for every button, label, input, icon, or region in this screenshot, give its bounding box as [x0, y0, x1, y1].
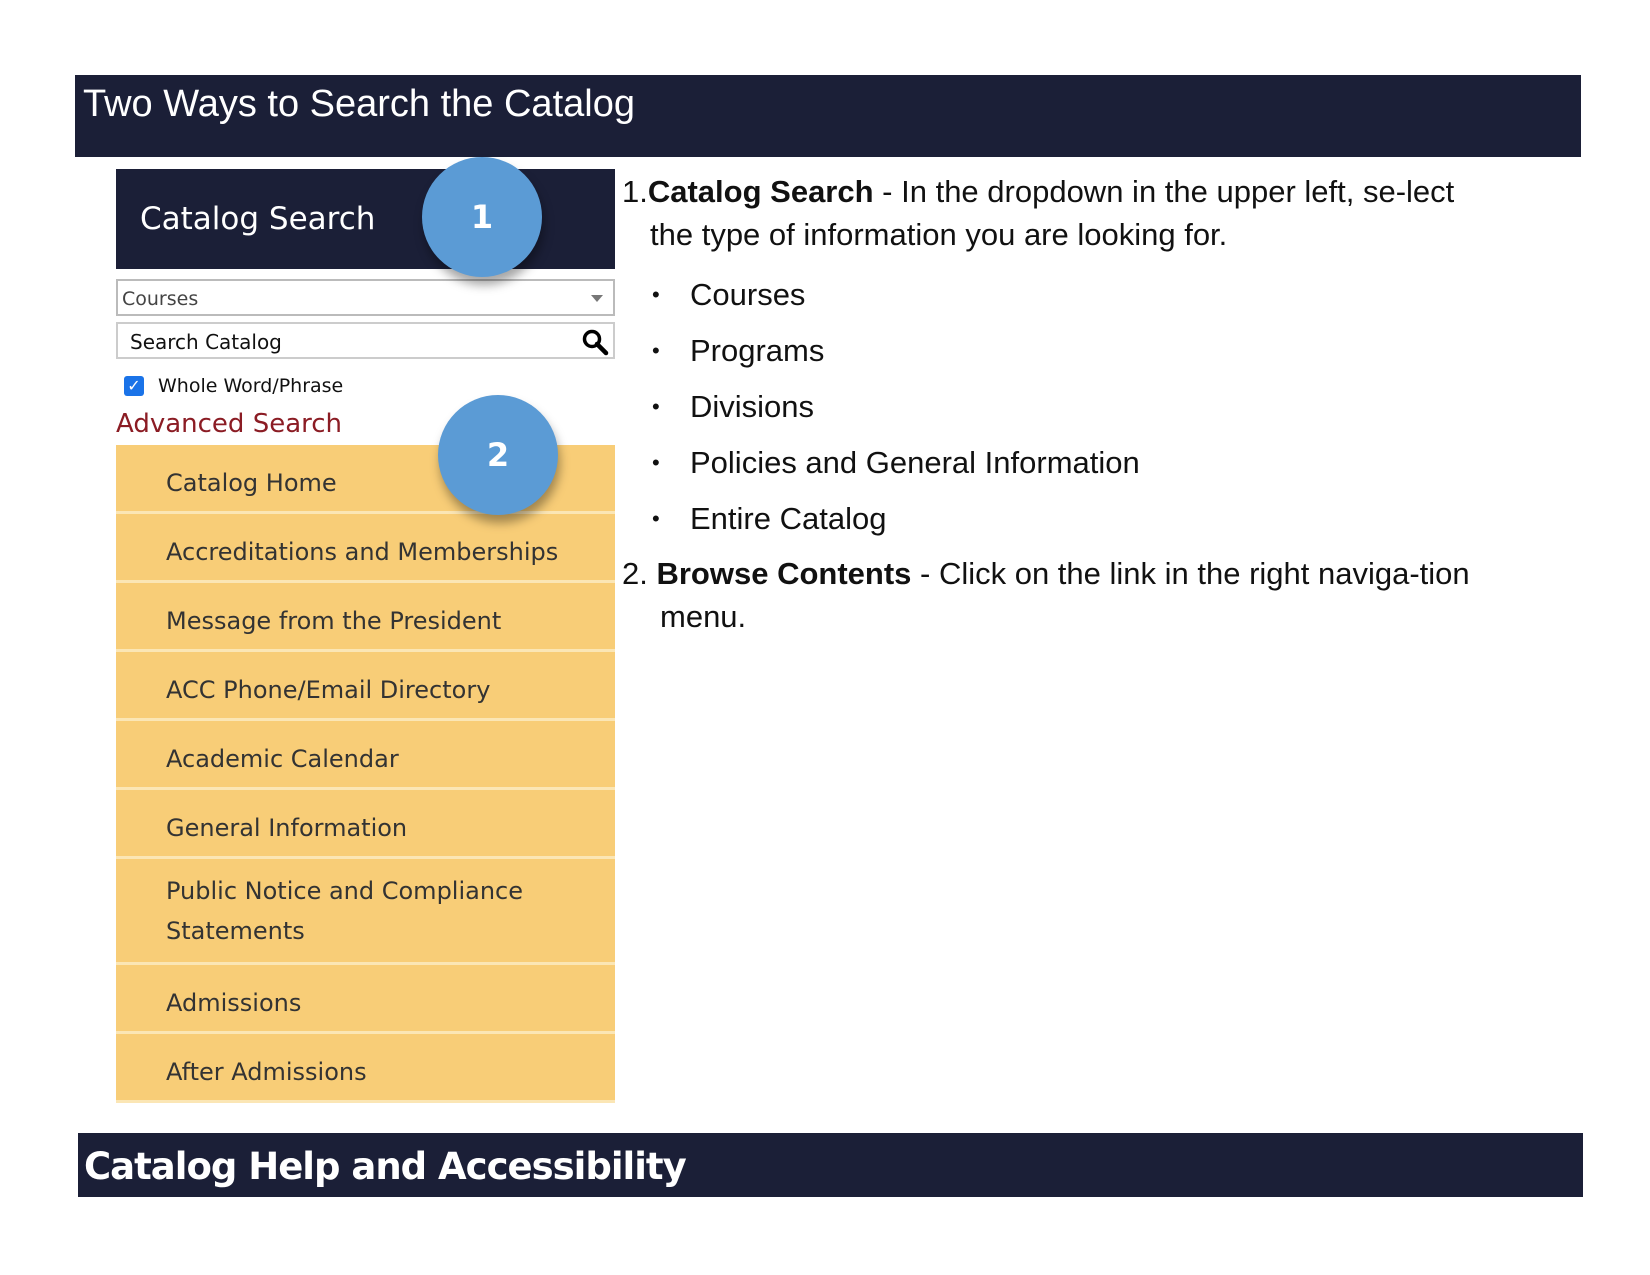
menu-item[interactable]: Academic Calendar [116, 721, 615, 790]
list-item: • Entire Catalog [652, 490, 1502, 546]
navigation-menu [116, 445, 615, 1103]
callout-1: 1 [422, 157, 542, 277]
menu-item[interactable]: General Information [116, 790, 615, 859]
whole-word-label: Whole Word/Phrase [158, 375, 344, 397]
menu-item[interactable]: Accreditations and Memberships [116, 514, 615, 583]
item-number: 1. [622, 174, 648, 209]
list-item: • Courses [652, 266, 1502, 322]
item1-heading: Catalog Search [647, 174, 874, 209]
whole-word-checkbox[interactable]: ✓ [124, 376, 144, 396]
advanced-search-link[interactable]: Advanced Search [116, 409, 343, 439]
catalog-search-panel [116, 169, 615, 1103]
footer-title: Catalog Help and Accessibility [84, 1145, 686, 1188]
section-header [75, 75, 1581, 157]
catalog-type-select[interactable] [116, 279, 615, 316]
menu-item[interactable]: Admissions [116, 965, 615, 1034]
search-placeholder: Search Catalog [130, 330, 282, 354]
item-number: 2. [622, 556, 657, 591]
item2-heading: Browse Contents [656, 556, 912, 591]
menu-item[interactable]: ACC Phone/Email Directory [116, 652, 615, 721]
select-value: Courses [122, 288, 199, 310]
search-icon[interactable] [581, 328, 609, 356]
item2-text: - Click on the link in the right naviga-tion menu. [660, 556, 1470, 634]
menu-item[interactable]: Public Notice and Compliance Statements [116, 859, 615, 965]
menu-item[interactable]: After Admissions [116, 1034, 615, 1103]
item1-text: - In the dropdown in the upper left, se-lect the type of information you are looking for. [650, 174, 1455, 252]
callout-2: 2 [438, 395, 558, 515]
search-input[interactable] [116, 322, 615, 359]
list-item: • Policies and General Information [652, 434, 1502, 490]
list-item: • Divisions [652, 378, 1502, 434]
menu-item[interactable]: Message from the President [116, 583, 615, 652]
instructions [622, 170, 1502, 638]
footer-header [78, 1133, 1583, 1197]
type-list [652, 266, 1502, 546]
section-title: Two Ways to Search the Catalog [83, 83, 635, 125]
menu-item[interactable]: Catalog Home [116, 445, 615, 514]
list-item: • Programs [652, 322, 1502, 378]
catalog-search-title: Catalog Search [116, 169, 615, 269]
chevron-down-icon [591, 295, 603, 302]
